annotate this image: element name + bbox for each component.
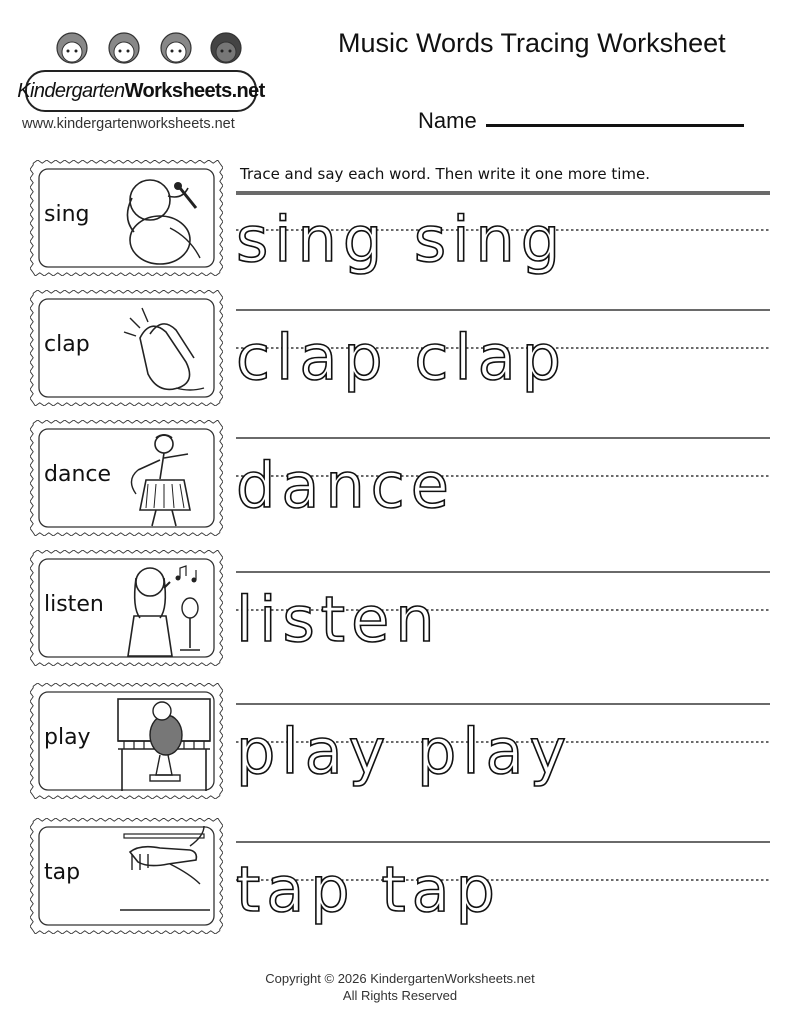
card-word-label: tap: [44, 860, 81, 885]
trace-word: dance: [236, 449, 455, 522]
card-word-label: sing: [44, 202, 90, 227]
site-url: www.kindergartenworksheets.net: [22, 116, 235, 132]
kids-faces-icon: [44, 22, 244, 72]
trace-word: sing sing: [236, 203, 567, 276]
card-word-label: dance: [44, 462, 112, 487]
trace-word: listen: [236, 583, 441, 656]
logo-text-part1: Kindergarten: [17, 79, 125, 102]
puppy-singing-icon: [110, 168, 214, 268]
girl-listening-icon: [110, 558, 214, 658]
card-word-label: play: [44, 725, 91, 750]
card-word-label: listen: [44, 592, 104, 617]
copyright-text: Copyright © 2026 KindergartenWorksheets.net: [265, 971, 535, 986]
footer: [0, 970, 800, 1004]
name-line: [486, 124, 744, 127]
trace-word: play play: [236, 715, 573, 788]
picture-card-tap: [30, 818, 223, 934]
instruction-text: Trace and say each word. Then write it one more time.: [240, 165, 650, 183]
logo-text-part2: Worksheets.net: [124, 79, 265, 102]
picture-card-clap: [30, 290, 223, 406]
rights-text: All Rights Reserved: [342, 988, 458, 1003]
card-word-label: clap: [44, 332, 90, 357]
site-logo: [17, 20, 265, 110]
logo-banner: [17, 70, 265, 112]
trace-word: tap tap: [236, 853, 502, 926]
name-label: Name: [418, 108, 477, 133]
clapping-hands-icon: [110, 298, 214, 398]
picture-card-sing: [30, 160, 223, 276]
trace-word: clap clap: [236, 321, 568, 394]
bird-piano-icon: [110, 691, 214, 791]
picture-card-play: [30, 683, 223, 799]
picture-card-dance: [30, 420, 223, 536]
hand-tapping-icon: [110, 826, 214, 926]
hula-dancer-icon: [110, 428, 214, 528]
picture-card-listen: [30, 550, 223, 666]
page-title: Music Words Tracing Worksheet: [338, 28, 726, 58]
